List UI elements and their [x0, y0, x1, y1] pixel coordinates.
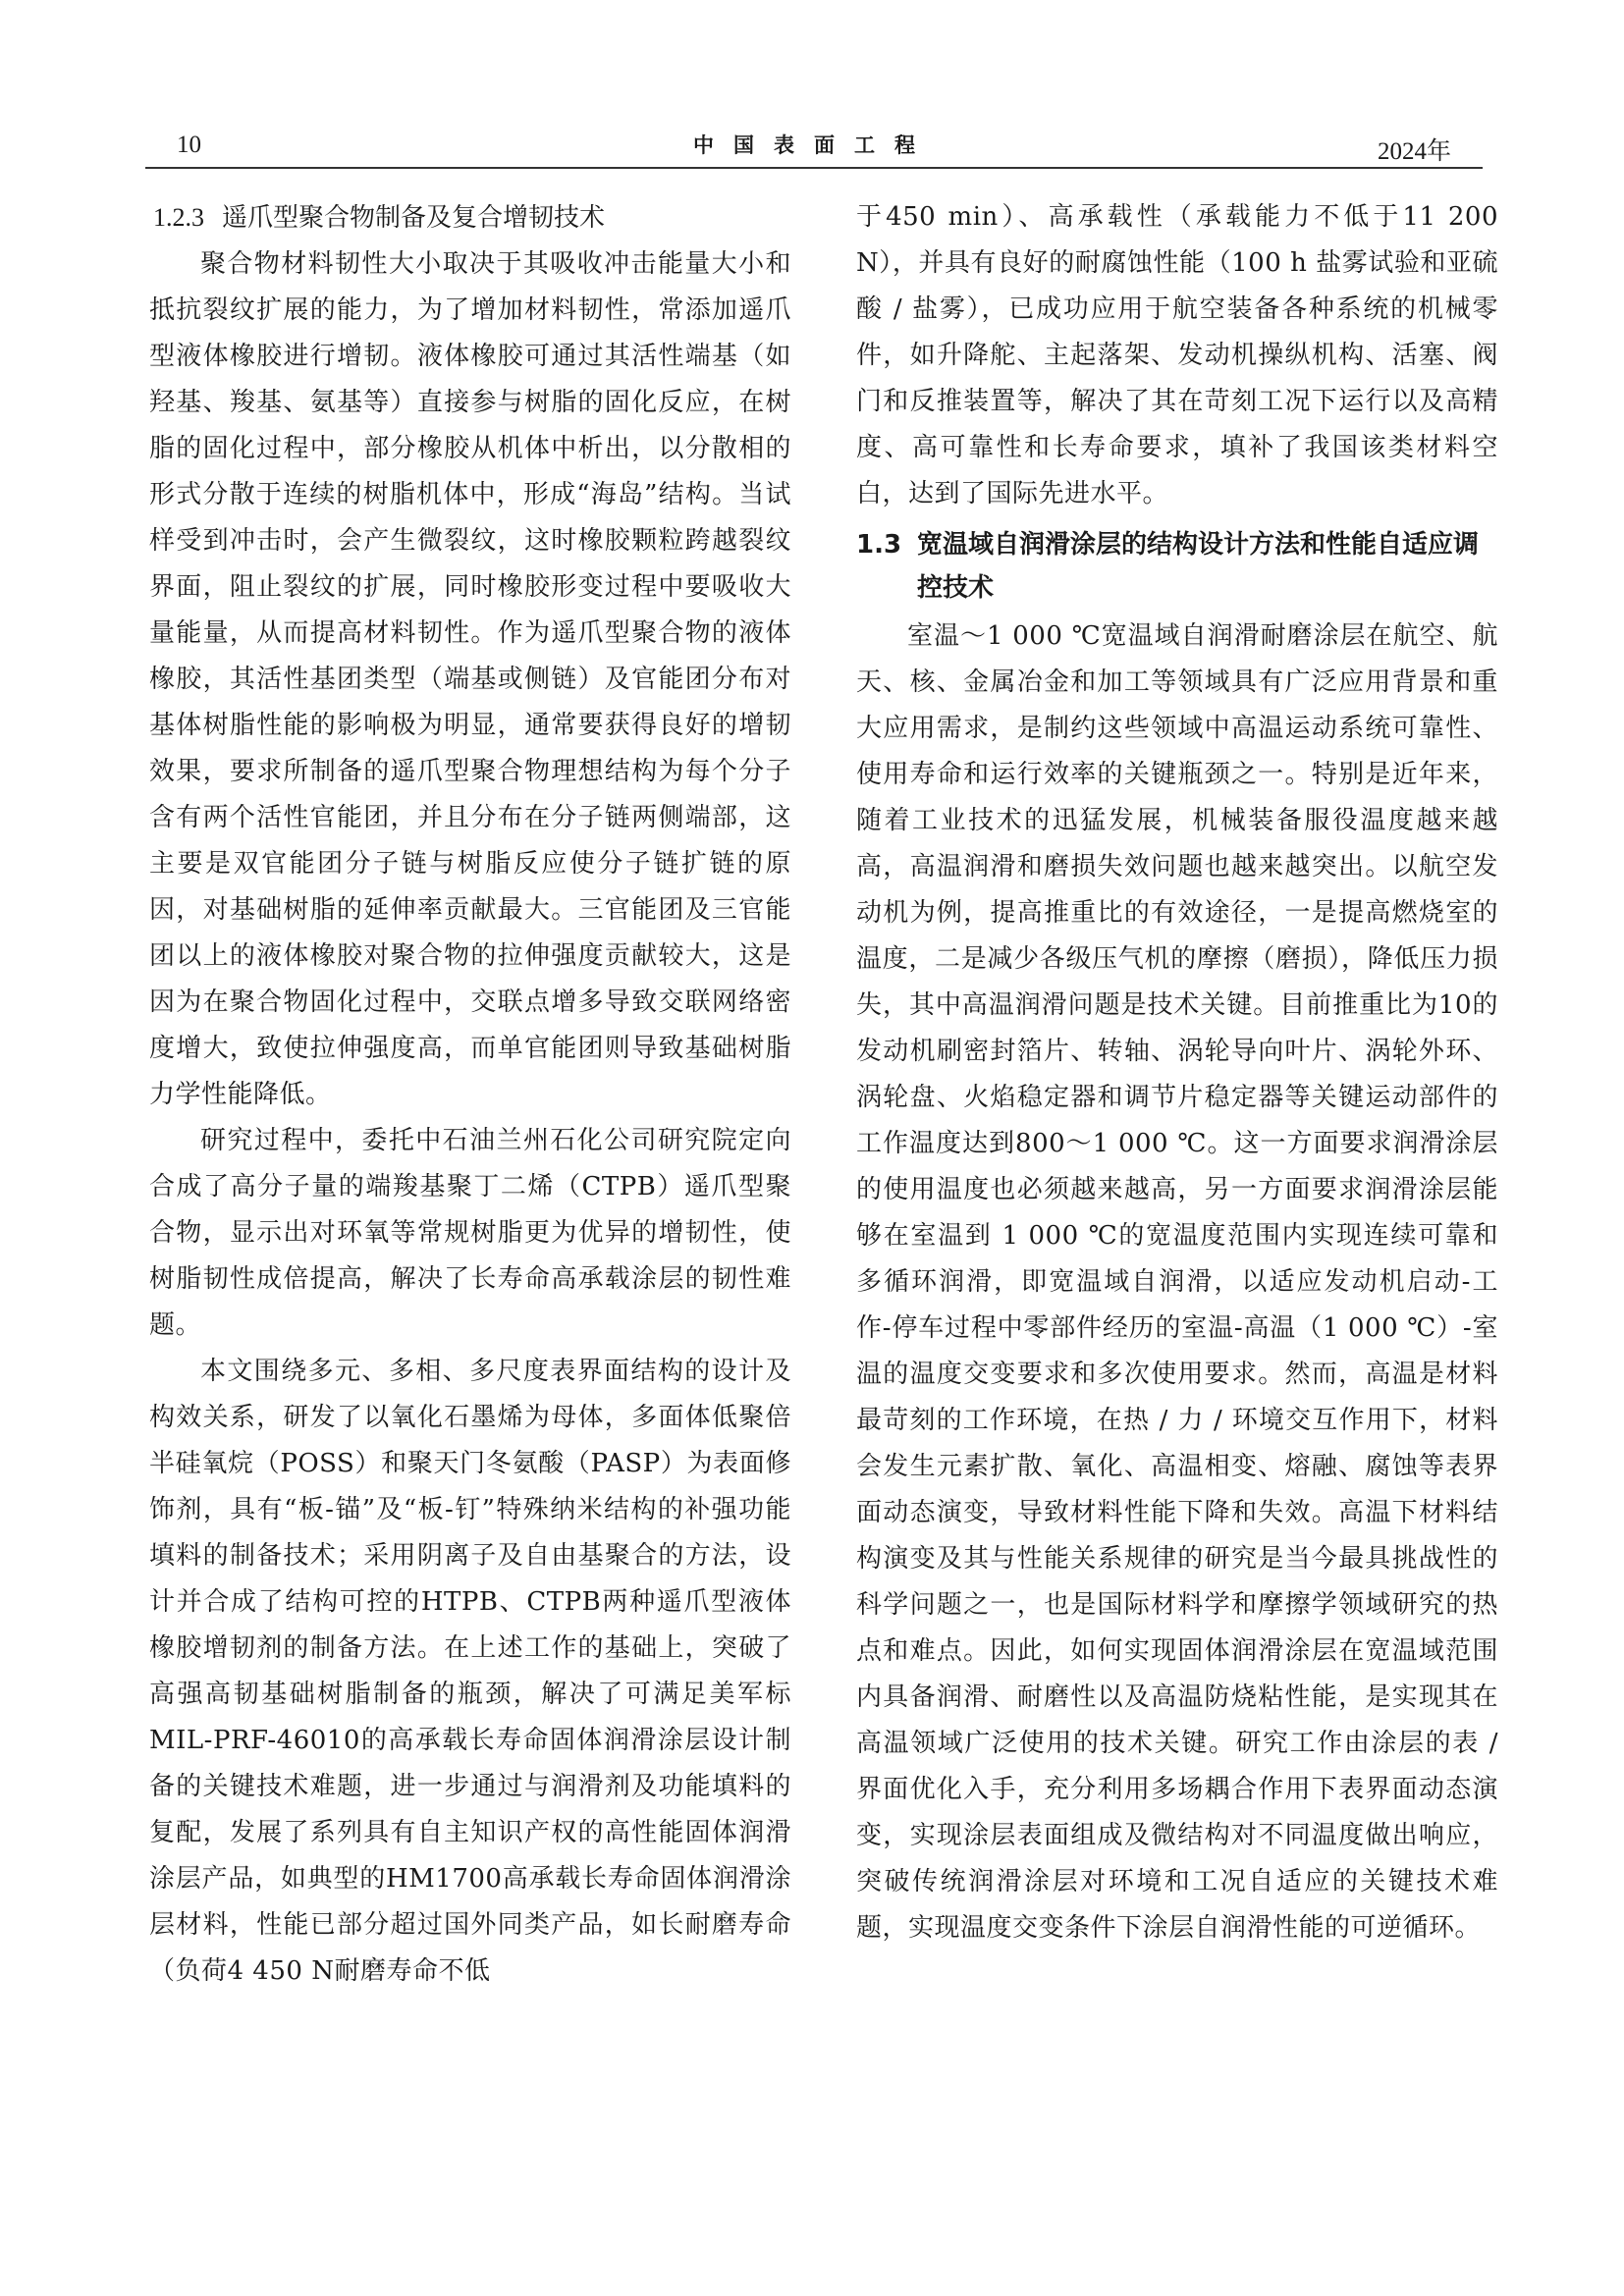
page-number: 10: [177, 132, 201, 158]
paragraph: 聚合物材料韧性大小取决于其吸收冲击能量大小和抵抗裂纹扩展的能力，为了增加材料韧性，常添加遥爪型液体橡胶进行增韧。液体橡胶可通过其活性端基（如羟基、羧基、氨基等）直接参与树脂的固化反应，在树脂的固化过程中，部分橡胶从机体中析出，以分散相的形式分散于连续的树脂机体中，形成“海岛”结构。当试样受到冲击时，会产生微裂纹，这时橡胶颗粒跨越裂纹界面，阻止裂纹的扩展，同时橡胶形变过程中要吸收大量能量，从而提高材料韧性。作为遥爪型聚合物的液体橡胶，其活性基团类型（端基或侧链）及官能团分布对基体树脂性能的影响极为明显，通常要获得良好的增韧效果，要求所制备的遥爪型聚合物理想结构为每个分子含有两个活性官能团，并且分布在分子链两侧端部，这主要是双官能团分子链与树脂反应使分子链扩链的原因，对基础树脂的延伸率贡献最大。三官能团及三官能团以上的液体橡胶对聚合物的拉伸强度贡献较大，这是因为在聚合物固化过程中，交联点增多导致交联网络密度增大，致使拉伸强度高，而单官能团则导致基础树脂力学性能降低。: [149, 249, 791, 1109]
section-number: 1.2.3: [153, 203, 204, 232]
journal-title: 中国表面工程: [693, 133, 935, 157]
header-rule: [145, 167, 1483, 169]
paragraph: 研究过程中，委托中石油兰州石化公司研究院定向合成了高分子量的端羧基聚丁二烯（CTPB）遥爪型聚合物，显示出对环氧等常规树脂更为优异的增韧性，使树脂韧性成倍提高，解决了长寿命高承载涂层的韧性难题。: [149, 1126, 791, 1340]
paragraph: 室温～1 000 ℃宽温域自润滑耐磨涂层在航空、航天、核、金属冶金和加工等领域具有广泛应用背景和重大应用需求，是制约这些领域中高温运动系统可靠性、使用寿命和运行效率的关键瓶颈之一。特别是近年来，随着工业技术的迅猛发展，机械装备服役温度越来越高，高温润滑和磨损失效问题也越来越突出。以航空发动机为例，提高推重比的有效途径，一是提高燃烧室的温度，二是减少各级压气机的摩擦（磨损），降低压力损失，其中高温润滑问题是技术关键。目前推重比为10的发动机刷密封箔片、转轴、涡轮导向叶片、涡轮外环、涡轮盘、火焰稳定器和调节片稳定器等关键运动部件的工作温度达到800～1 000 ℃。这一方面要求润滑涂层的使用温度也必须越来越高，另一方面要求润滑涂层能够在室温到 1 000 ℃的宽温度范围内实现连续可靠和多循环润滑，即宽温域自润滑，以适应发动机启动-工作-停车过程中零部件经历的室温-高温（1 000 ℃）-室温的温度交变要求和多次使用要求。然而，高温是材料最苛刻的工作环境，在热 / 力 / 环境交互作用下，材料会发生元素扩散、氧化、高温相变、熔融、腐蚀等表界面动态演变，导致材料性能下降和失效。高温下材料结构演变及其与性能关系规律的研究是当今最具挑战性的科学问题之一，也是国际材料学和摩擦学领域研究的热点和难点。因此，如何实现固体润滑涂层在宽温域范围内具备润滑、耐磨性以及高温防烧粘性能，是实现其在高温领域广泛使用的技术关键。研究工作由涂层的表 / 界面优化入手，充分利用多场耦合作用下表界面动态演变，实现涂层表面组成及微结构对不同温度做出响应，突破传统润滑涂层对环境和工况自适应的关键技术难题，实现温度交变条件下涂层自润滑性能的可逆循环。: [856, 621, 1498, 1943]
paragraph-continued: 于450 min）、高承载性（承载能力不低于11 200 N），并具有良好的耐腐蚀性能（100 h 盐雾试验和亚硫酸 / 盐雾），已成功应用于航空装备各种系统的机械零件，如升降舵、主起落架、发动机操纵机构、活塞、阀门和反推装置等，解决了其在苛刻工况下运行以及高精度、高可靠性和长寿命要求，填补了我国该类材料空白，达到了国际先进水平。: [856, 202, 1498, 508]
running-header: [145, 126, 1483, 169]
left-column: [149, 194, 791, 1995]
section-title: 遥爪型聚合物制备及复合增韧技术: [222, 203, 606, 233]
right-column: [856, 194, 1498, 1951]
section-title: 宽温域自润滑涂层的结构设计方法和性能自适应调控技术: [917, 530, 1480, 603]
header-year: 2024年: [1377, 138, 1451, 165]
section-heading-1-2-3: [149, 194, 791, 241]
paragraph: 本文围绕多元、多相、多尺度表界面结构的设计及构效关系，研发了以氧化石墨烯为母体，多面体低聚倍半硅氧烷（POSS）和聚天门冬氨酸（PASP）为表面修饰剂，具有“板-锚”及“板-钉”特殊纳米结构的补强功能填料的制备技术；采用阴离子及自由基聚合的方法，设计并合成了结构可控的HTPB、CTPB两种遥爪型液体橡胶增韧剂的制备方法。在上述工作的基础上，突破了高强高韧基础树脂制备的瓶颈，解决了可满足美军标MIL-PRF-46010的高承载长寿命固体润滑涂层设计制备的关键技术难题，进一步通过与润滑剂及功能填料的复配，发展了系列具有自主知识产权的高性能固体润滑涂层产品，如典型的HM1700高承载长寿命固体润滑涂层材料，性能已部分超过国外同类产品，如长耐磨寿命（负荷4 450 N耐磨寿命不低: [149, 1357, 791, 1986]
section-number: 1.3: [856, 530, 902, 560]
section-heading-1-3: [856, 523, 1498, 610]
